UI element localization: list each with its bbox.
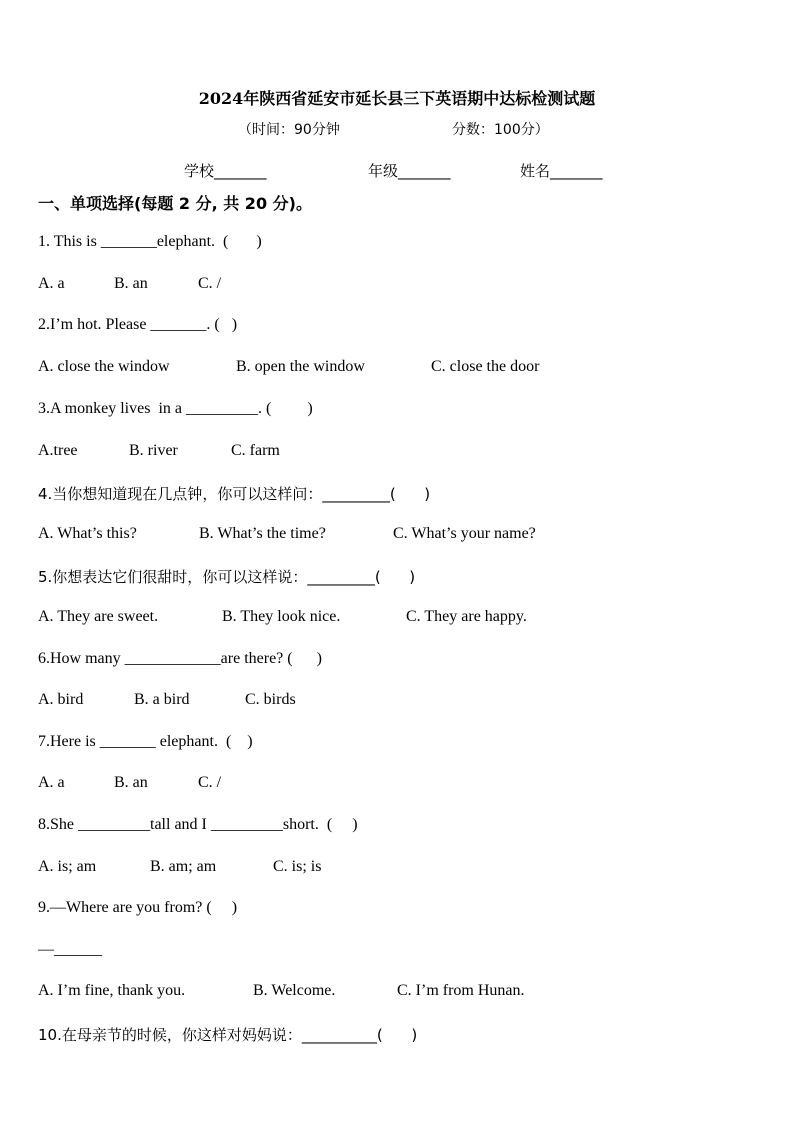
q9-answer-line: —______: [38, 941, 102, 958]
school-field: 学校_______: [184, 162, 267, 180]
q5-option-c: C. They are happy.: [406, 608, 527, 625]
q6-option-a: A. bird: [38, 691, 84, 708]
q7-option-b: B. an: [114, 774, 148, 791]
q3-option-c: C. farm: [231, 442, 280, 459]
q2-option-a: A. close the window: [38, 358, 170, 375]
q4-option-a: A. What’s this?: [38, 525, 137, 542]
q6-option-c: C. birds: [245, 691, 296, 708]
q9-option-c: C. I’m from Hunan.: [397, 982, 525, 999]
question-3: 3.A monkey lives in a _________. ( ): [38, 400, 313, 417]
q2-option-b: B. open the window: [236, 358, 365, 375]
q4-option-b: B. What’s the time?: [199, 525, 326, 542]
q7-option-a: A. a: [38, 774, 65, 791]
q8-option-a: A. is; am: [38, 858, 97, 875]
q2-option-c: C. close the door: [431, 358, 540, 375]
q8-option-b: B. am; am: [150, 858, 217, 875]
question-7: 7.Here is _______ elephant. ( ): [38, 733, 253, 750]
q3-option-a: A.tree: [38, 442, 78, 459]
question-2: 2.I’m hot. Please _______. ( ): [38, 316, 238, 333]
question-8: 8.She _________tall and I _________short. ( ): [38, 816, 358, 833]
q8-option-c: C. is; is: [273, 858, 322, 875]
question-6: 6.How many ____________are there? ( ): [38, 650, 322, 667]
name-field: 姓名_______: [520, 162, 603, 180]
q5-option-a: A. They are sweet.: [38, 608, 159, 625]
q1-option-c: C. /: [198, 275, 222, 292]
q9-option-b: B. Welcome.: [253, 982, 336, 999]
q5-option-b: B. They look nice.: [222, 608, 341, 625]
question-1: 1. This is _______elephant. ( ): [38, 233, 262, 250]
q1-option-a: A. a: [38, 275, 65, 292]
q1-option-b: B. an: [114, 275, 148, 292]
q3-option-b: B. river: [129, 442, 178, 459]
question-5: 5.你想表达它们很甜时，你可以这样说：_________( ): [38, 568, 416, 586]
question-4: 4.当你想知道现在几点钟，你可以这样问：_________( ): [38, 485, 431, 503]
q9-option-a: A. I’m fine, thank you.: [38, 982, 186, 999]
exam-score: 分数：100分）: [452, 122, 549, 138]
exam-time: （时间：90分钟: [238, 122, 340, 138]
grade-field: 年级_______: [368, 162, 451, 180]
q7-option-c: C. /: [198, 774, 222, 791]
question-10: 10.在母亲节的时候，你这样对妈妈说：__________( ): [38, 1026, 418, 1044]
q4-option-c: C. What’s your name?: [393, 525, 536, 542]
section-heading: 一、单项选择(每题 2 分, 共 20 分)。: [38, 194, 312, 213]
q6-option-b: B. a bird: [134, 691, 190, 708]
question-9: 9.—Where are you from? ( ): [38, 899, 238, 916]
exam-title: 2024年陕西省延安市延长县三下英语期中达标检测试题: [198, 89, 596, 108]
